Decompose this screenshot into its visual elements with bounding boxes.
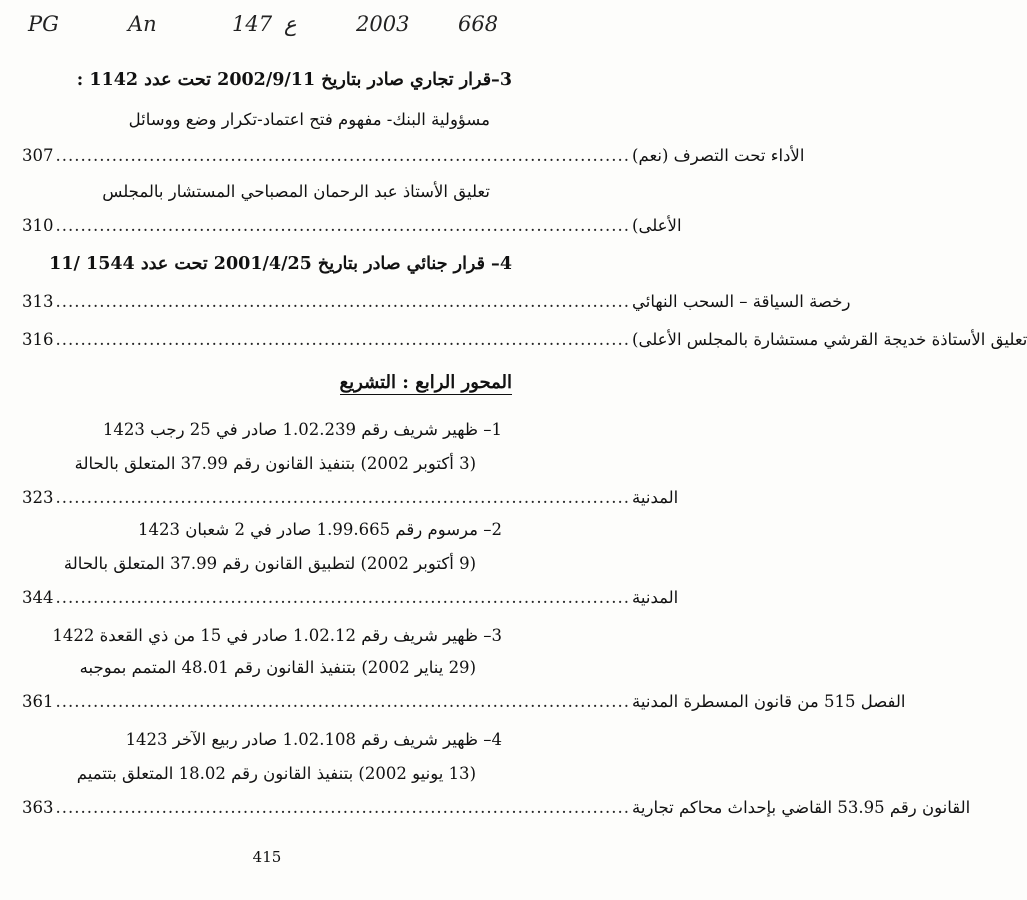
- handwritten-initials: An: [128, 12, 157, 36]
- legislation-item-1-line-2: (3 أكتوبر 2002) بتنفيذ القانون رقم 37.99 المتعلق بالحالة: [74, 454, 476, 473]
- entry-text: رخصة السياقة – السحب النهائي: [632, 292, 851, 311]
- page-number: 415: [252, 848, 282, 866]
- handwritten-mark-left: PG: [28, 12, 59, 36]
- page-reference: 363: [22, 798, 54, 817]
- section-heading: المحور الرابع : التشريع: [339, 372, 512, 393]
- leader-dots: ............................................................................................: [55, 798, 631, 817]
- handwritten-number: 147: [232, 12, 273, 36]
- entry-text: تعليق الأستاذة خديجة القرشي مستشارة بالمجلس الأعلى): [632, 330, 1027, 349]
- legislation-item-1-entry: [22, 486, 679, 510]
- legislation-item-2-line-1: 2– مرسوم رقم 1.99.665 صادر في 2 شعبان 1423: [138, 520, 502, 539]
- legislation-item-4-line-2: (13 يونيو 2002) بتنفيذ القانون رقم 18.02 المتعلق بتتميم: [76, 764, 476, 783]
- page-reference: 361: [22, 692, 54, 711]
- decision-3-heading: 3–قرار تجاري صادر بتاريخ 2002/9/11 تحت عدد 1142 :: [76, 70, 512, 90]
- legislation-item-3-line-1: 3– ظهير شريف رقم 1.02.12 صادر في 15 من ذي القعدة 1422: [52, 626, 502, 645]
- legislation-item-2-line-2: (9 أكتوبر 2002) لتطبيق القانون رقم 37.99 المتعلق بالحالة: [63, 554, 476, 573]
- leader-dots: ............................................................................................: [55, 216, 631, 235]
- entry-text: الفصل 515 من قانون المسطرة المدنية: [632, 692, 906, 711]
- decision-4-heading: 4– قرار جنائي صادر بتاريخ 2001/4/25 تحت عدد 1544 /11: [49, 254, 512, 274]
- page-reference: 310: [22, 216, 54, 235]
- leader-dots: ............................................................................................: [55, 146, 631, 165]
- page-reference: 307: [22, 146, 54, 165]
- leader-dots: ............................................................................................: [55, 330, 631, 349]
- handwritten-header: [0, 6, 534, 46]
- decision-3-entry-1: [22, 144, 805, 168]
- leader-dots: ............................................................................................: [55, 292, 631, 311]
- page-reference: 313: [22, 292, 54, 311]
- entry-text: الأعلى): [632, 216, 682, 235]
- handwritten-number-right: 668: [458, 12, 499, 36]
- legislation-item-3-line-2: (29 يناير 2002) بتنفيذ القانون رقم 48.01 المتمم بموجبه: [79, 658, 476, 677]
- page-reference: 323: [22, 488, 54, 507]
- handwritten-year: 2003: [356, 12, 410, 36]
- leader-dots: ............................................................................................: [55, 488, 631, 507]
- page-reference: 344: [22, 588, 54, 607]
- decision-3-entry-2: [22, 214, 682, 238]
- handwritten-letter: ع: [284, 12, 297, 36]
- decision-4-entry-2: [22, 328, 1027, 352]
- leader-dots: ............................................................................................: [55, 692, 631, 711]
- entry-text: الأداء تحت التصرف (نعم): [632, 146, 805, 165]
- entry-text: المدنية: [632, 488, 679, 507]
- decision-3-entry-2-line-1: تعليق الأستاذ عبد الرحمان المصباحي المستشار بالمجلس: [102, 182, 490, 201]
- legislation-item-3-entry: [22, 690, 906, 714]
- entry-text: القانون رقم 53.95 القاضي بإحداث محاكم تجارية: [632, 798, 971, 817]
- page-reference: 316: [22, 330, 54, 349]
- leader-dots: ............................................................................................: [55, 588, 631, 607]
- decision-4-entry-1: [22, 290, 851, 314]
- legislation-item-2-entry: [22, 586, 679, 610]
- legislation-item-4-entry: [22, 796, 971, 820]
- legislation-item-4-line-1: 4– ظهير شريف رقم 1.02.108 صادر ربيع الآخر 1423: [125, 730, 502, 749]
- entry-text: المدنية: [632, 588, 679, 607]
- decision-3-entry-1-line-1: مسؤولية البنك- مفهوم فتح اعتماد-تكرار وضع ووسائل: [128, 110, 490, 129]
- legislation-item-1-line-1: 1– ظهير شريف رقم 1.02.239 صادر في 25 رجب 1423: [102, 420, 502, 439]
